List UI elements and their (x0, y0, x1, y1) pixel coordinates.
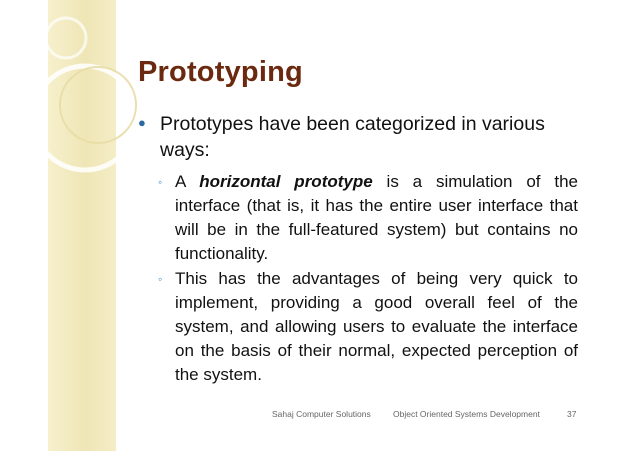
sub-bullet-icon: ◦ (158, 272, 163, 286)
main-bullet-text: Prototypes have been categorized in various ways: (160, 113, 545, 161)
footer-organization: Sahaj Computer Solutions (272, 409, 371, 419)
slide-title: Prototyping (138, 56, 303, 88)
main-bullet (138, 111, 578, 163)
sub-bullet-suffix: is a simulation of the interface (that is, it has the entire user interface that will be in the full-featured system) but contains no functionality. (175, 172, 578, 263)
emphasis-term: horizontal prototype (199, 172, 373, 191)
sub-bullet-advantages (158, 267, 578, 387)
decor-circle-small (46, 18, 86, 58)
sub-bullet-text (175, 170, 578, 266)
sub-bullet-icon: ◦ (158, 175, 163, 189)
decor-circle-inner (60, 67, 136, 143)
footer-page-number: 37 (567, 409, 577, 419)
decor-circle-large (33, 66, 137, 170)
sub-bullet-horizontal-prototype (158, 170, 578, 266)
footer-course: Object Oriented Systems Development (393, 409, 540, 419)
sub-bullet-prefix: A (175, 172, 200, 191)
bullet-icon: ● (138, 115, 146, 130)
sub-bullet-text: This has the advantages of being very quick to implement, providing a good overall feel of the system, and allowing users to evaluate the interface on the basis of their normal, expected perception of the system. (175, 269, 578, 384)
